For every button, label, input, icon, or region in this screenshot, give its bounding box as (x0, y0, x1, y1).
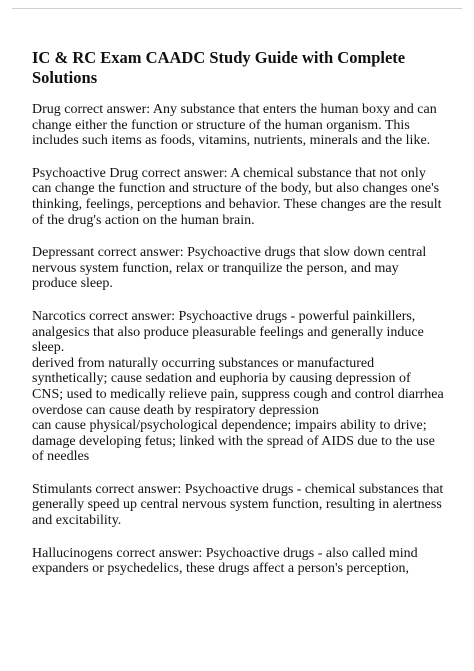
entry-text: Stimulants correct answer: Psychoactive drugs - chemical substances that generally speed up central nervous system function, resulting in alertness and excitability. (32, 481, 444, 529)
entry-psychoactive-drug (32, 166, 444, 228)
entry-text: can cause physical/psychological dependence; impairs ability to drive; damage developing fetus; linked with the spread of AIDS due to the use of needles (32, 418, 435, 465)
entry-text: Psychoactive Drug correct answer: A chemical substance that not only can change the function and structure of the body, but also changes one's thinking, feelings, perceptions and behavior. These changes are the result of the drug's action on the human brain. (32, 165, 442, 228)
entry-drug (32, 102, 444, 149)
entry-stimulants (32, 482, 444, 529)
entry-text: Drug correct answer: Any substance that enters the human boxy and can change either the function or structure of the human organism. This includes such items as foods, vitamins, nutrients, minerals and the like. (32, 102, 437, 149)
entry-text: derived from naturally occurring substances or manufactured synthetically; cause sedation and euphoria by causing depression of CNS; used to medically relieve pain, suppress cough and control diarrhea (32, 355, 444, 402)
document-body (32, 48, 444, 594)
entry-text: Hallucinogens correct answer: Psychoactive drugs - also called mind expanders or psychedelics, these drugs affect a person's perception, (32, 545, 418, 577)
entry-text: Narcotics correct answer: Psychoactive drugs - powerful painkillers, analgesics that also produce pleasurable feelings and generally induce sleep. (32, 308, 424, 356)
entry-text: overdose can cause death by respiratory depression (32, 402, 319, 418)
document-title: IC & RC Exam CAADC Study Guide with Complete Solutions (32, 48, 406, 87)
entry-depressant (32, 245, 444, 292)
page-top-rule (12, 8, 462, 9)
entry-narcotics (32, 309, 444, 465)
entry-text: Depressant correct answer: Psychoactive drugs that slow down central nervous system function, relax or tranquilize the person, and may produce sleep. (32, 245, 427, 292)
entry-hallucinogens (32, 546, 444, 577)
